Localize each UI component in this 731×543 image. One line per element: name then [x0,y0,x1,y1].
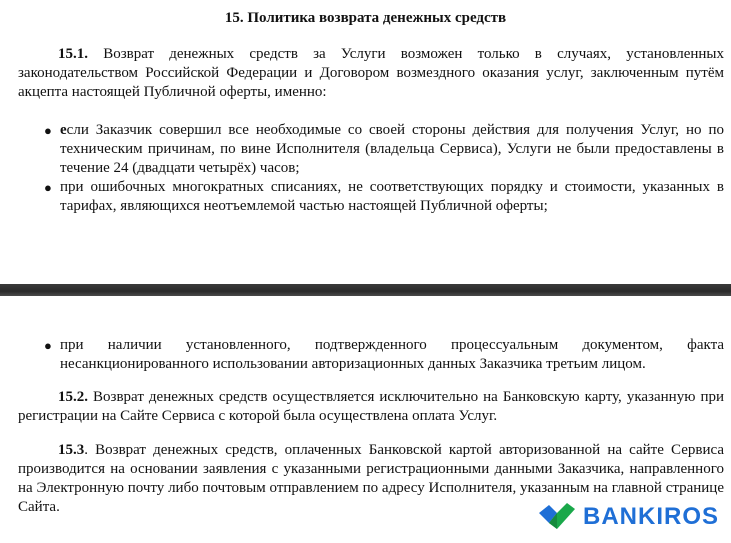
paragraph-text: Возврат денежных средств за Услуги возможен только в случаях, установленных законодательством Российской Федерации и Договором возмездного оказания услуг, заключенным путём акцепта настоящей Публичной оферты, именно: [18,46,724,100]
paragraph-15-1 [18,45,724,102]
bullet-icon: ● [44,338,52,353]
paragraph-15-2 [18,388,724,426]
section-title: 15. Политика возврата денежных средств [224,10,507,26]
list-item [44,336,724,374]
list-item-text: сли Заказчик совершил все необходимые со своей стороны действия для получения Услуг, но по техническим причинам, по вине Исполнителя (владельца Сервиса), Услуги не были предоставлены в течение 24 (двадцати четырёх) часов; [60,122,724,176]
bankiros-logo [537,501,719,531]
list-item [44,178,724,216]
bullet-icon: ● [44,180,52,195]
paragraph-text: . Возврат денежных средств, оплаченных Банковской картой авторизованной на сайте Сервиса производится на основании заявления с указанными регистрационными данными Заказчика, направленного на Электронную почту либо почтовым отправлением по адресу Исполнителя, указанным на главной странице Сайта. [18,442,724,515]
list-item [44,121,724,178]
page-break-bar [0,284,731,296]
list-item-text: при наличии установленного, подтвержденного процессуальным документом, факта несанкционированного использовании авторизационных данных Заказчика третьим лицом. [60,337,724,372]
bullet-icon: ● [44,123,52,138]
bold-initial-letter: е [60,122,67,138]
logo-wordmark: BANKIROS [582,502,719,530]
paragraph-number: 15.3 [58,442,85,458]
paragraph-number: 15.2. [58,389,88,405]
paragraph-number: 15.1. [58,46,88,62]
paragraph-text: Возврат денежных средств осуществляется исключительно на Банковскую карту, указанную при регистрации на Сайте Сервиса с которой была осуществлена оплата Услуг. [18,389,724,424]
list-item-text: при ошибочных многократных списаниях, не соответствующих порядку и стоимости, указанных в тарифах, являющихся неотъемлемой частью настоящей Публичной оферты; [60,179,724,214]
checkmark-diamond-icon [537,501,577,531]
